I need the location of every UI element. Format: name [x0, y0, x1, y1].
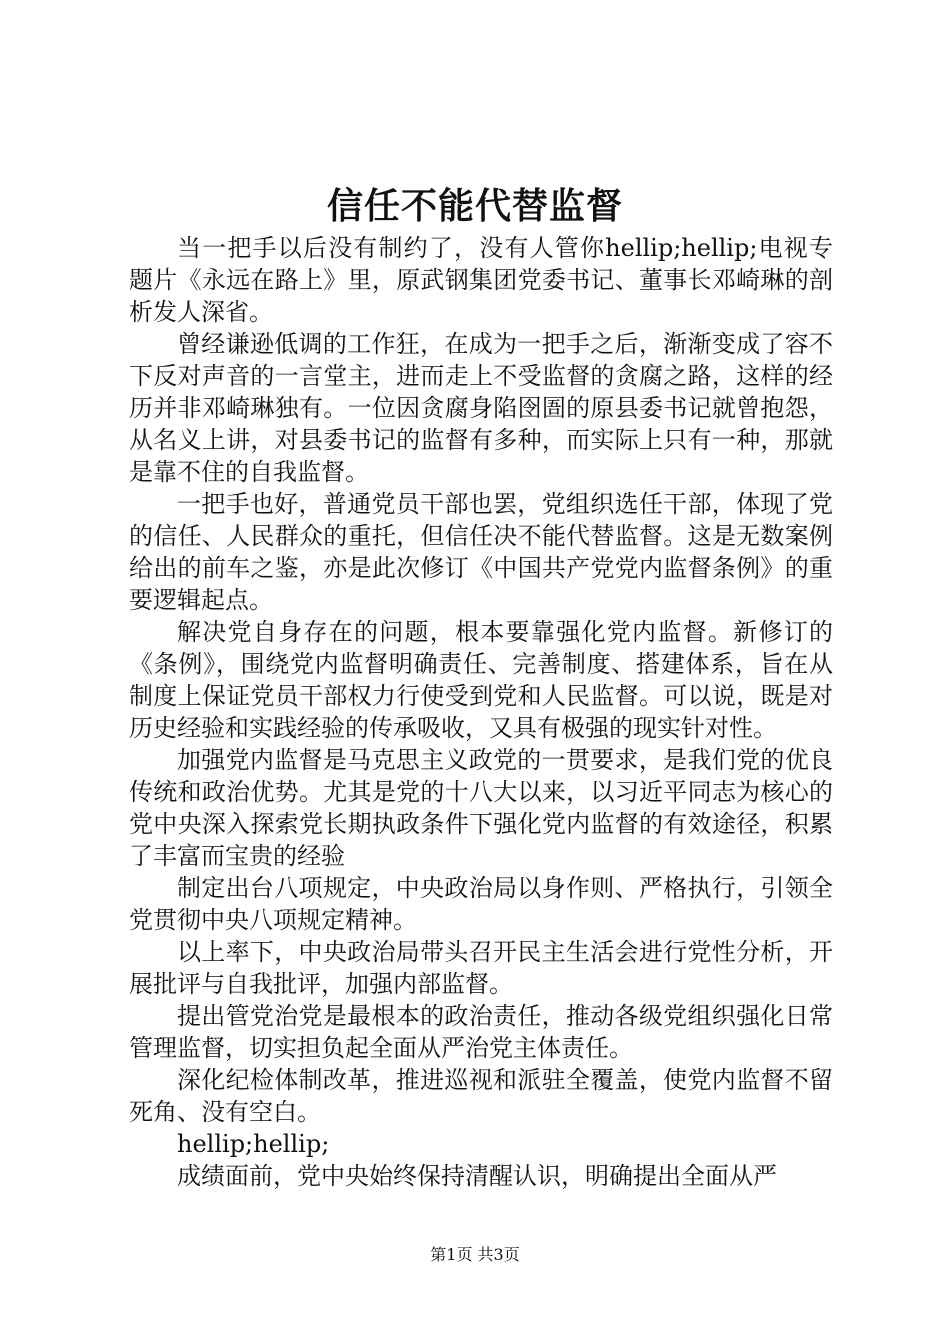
paragraph-2: 曾经谦逊低调的工作狂，在成为一把手之后，渐渐变成了容不下反对声音的一言堂主，进而走上不受监督的贪腐之路，这样的经历并非邓崎琳独有。一位因贪腐身陷囹圄的原县委书记就曾抱怨，从名义上讲，对县委书记的监督有多种，而实际上只有一种，那就是靠不住的自我监督。 [129, 330, 833, 486]
document-title: 信任不能代替监督 [326, 185, 623, 227]
document-body [129, 232, 833, 1192]
paragraph-6: 制定出台八项规定，中央政治局以身作则、严格执行，引领全党贯彻中央八项规定精神。 [129, 874, 833, 934]
paragraph-7: 以上率下，中央政治局带头召开民主生活会进行党性分析，开展批评与自我批评，加强内部监督。 [129, 938, 833, 998]
paragraph-10: hellip;hellip; [177, 1130, 330, 1158]
paragraph-11: 成绩面前，党中央始终保持清醒认识，明确提出全面从严 [177, 1162, 777, 1190]
paragraph-8: 提出管党治党是最根本的政治责任，推动各级党组织强化日常管理监督，切实担负起全面从严治党主体责任。 [129, 1002, 833, 1062]
page-number-footer: 第1页 共3页 [430, 1245, 520, 1264]
paragraph-4: 解决党自身存在的问题，根本要靠强化党内监督。新修订的《条例》，围绕党内监督明确责任、完善制度、搭建体系，旨在从制度上保证党员干部权力行使受到党和人民监督。可以说，既是对历史经验和实践经验的传承吸收，又具有极强的现实针对性。 [129, 618, 833, 742]
paragraph-1: 当一把手以后没有制约了，没有人管你hellip;hellip;电视专题片《永远在路上》里，原武钢集团党委书记、董事长邓崎琳的剖析发人深省。 [129, 234, 833, 326]
paragraph-9: 深化纪检体制改革，推进巡视和派驻全覆盖，使党内监督不留死角、没有空白。 [129, 1066, 833, 1126]
paragraph-3: 一把手也好，普通党员干部也罢，党组织选任干部，体现了党的信任、人民群众的重托，但信任决不能代替监督。这是无数案例给出的前车之鉴，亦是此次修订《中国共产党党内监督条例》的重要逻辑起点。 [129, 490, 833, 614]
paragraph-5: 加强党内监督是马克思主义政党的一贯要求，是我们党的优良传统和政治优势。尤其是党的十八大以来，以习近平同志为核心的党中央深入探索党长期执政条件下强化党内监督的有效途径，积累了丰富而宝贵的经验 [129, 746, 833, 870]
